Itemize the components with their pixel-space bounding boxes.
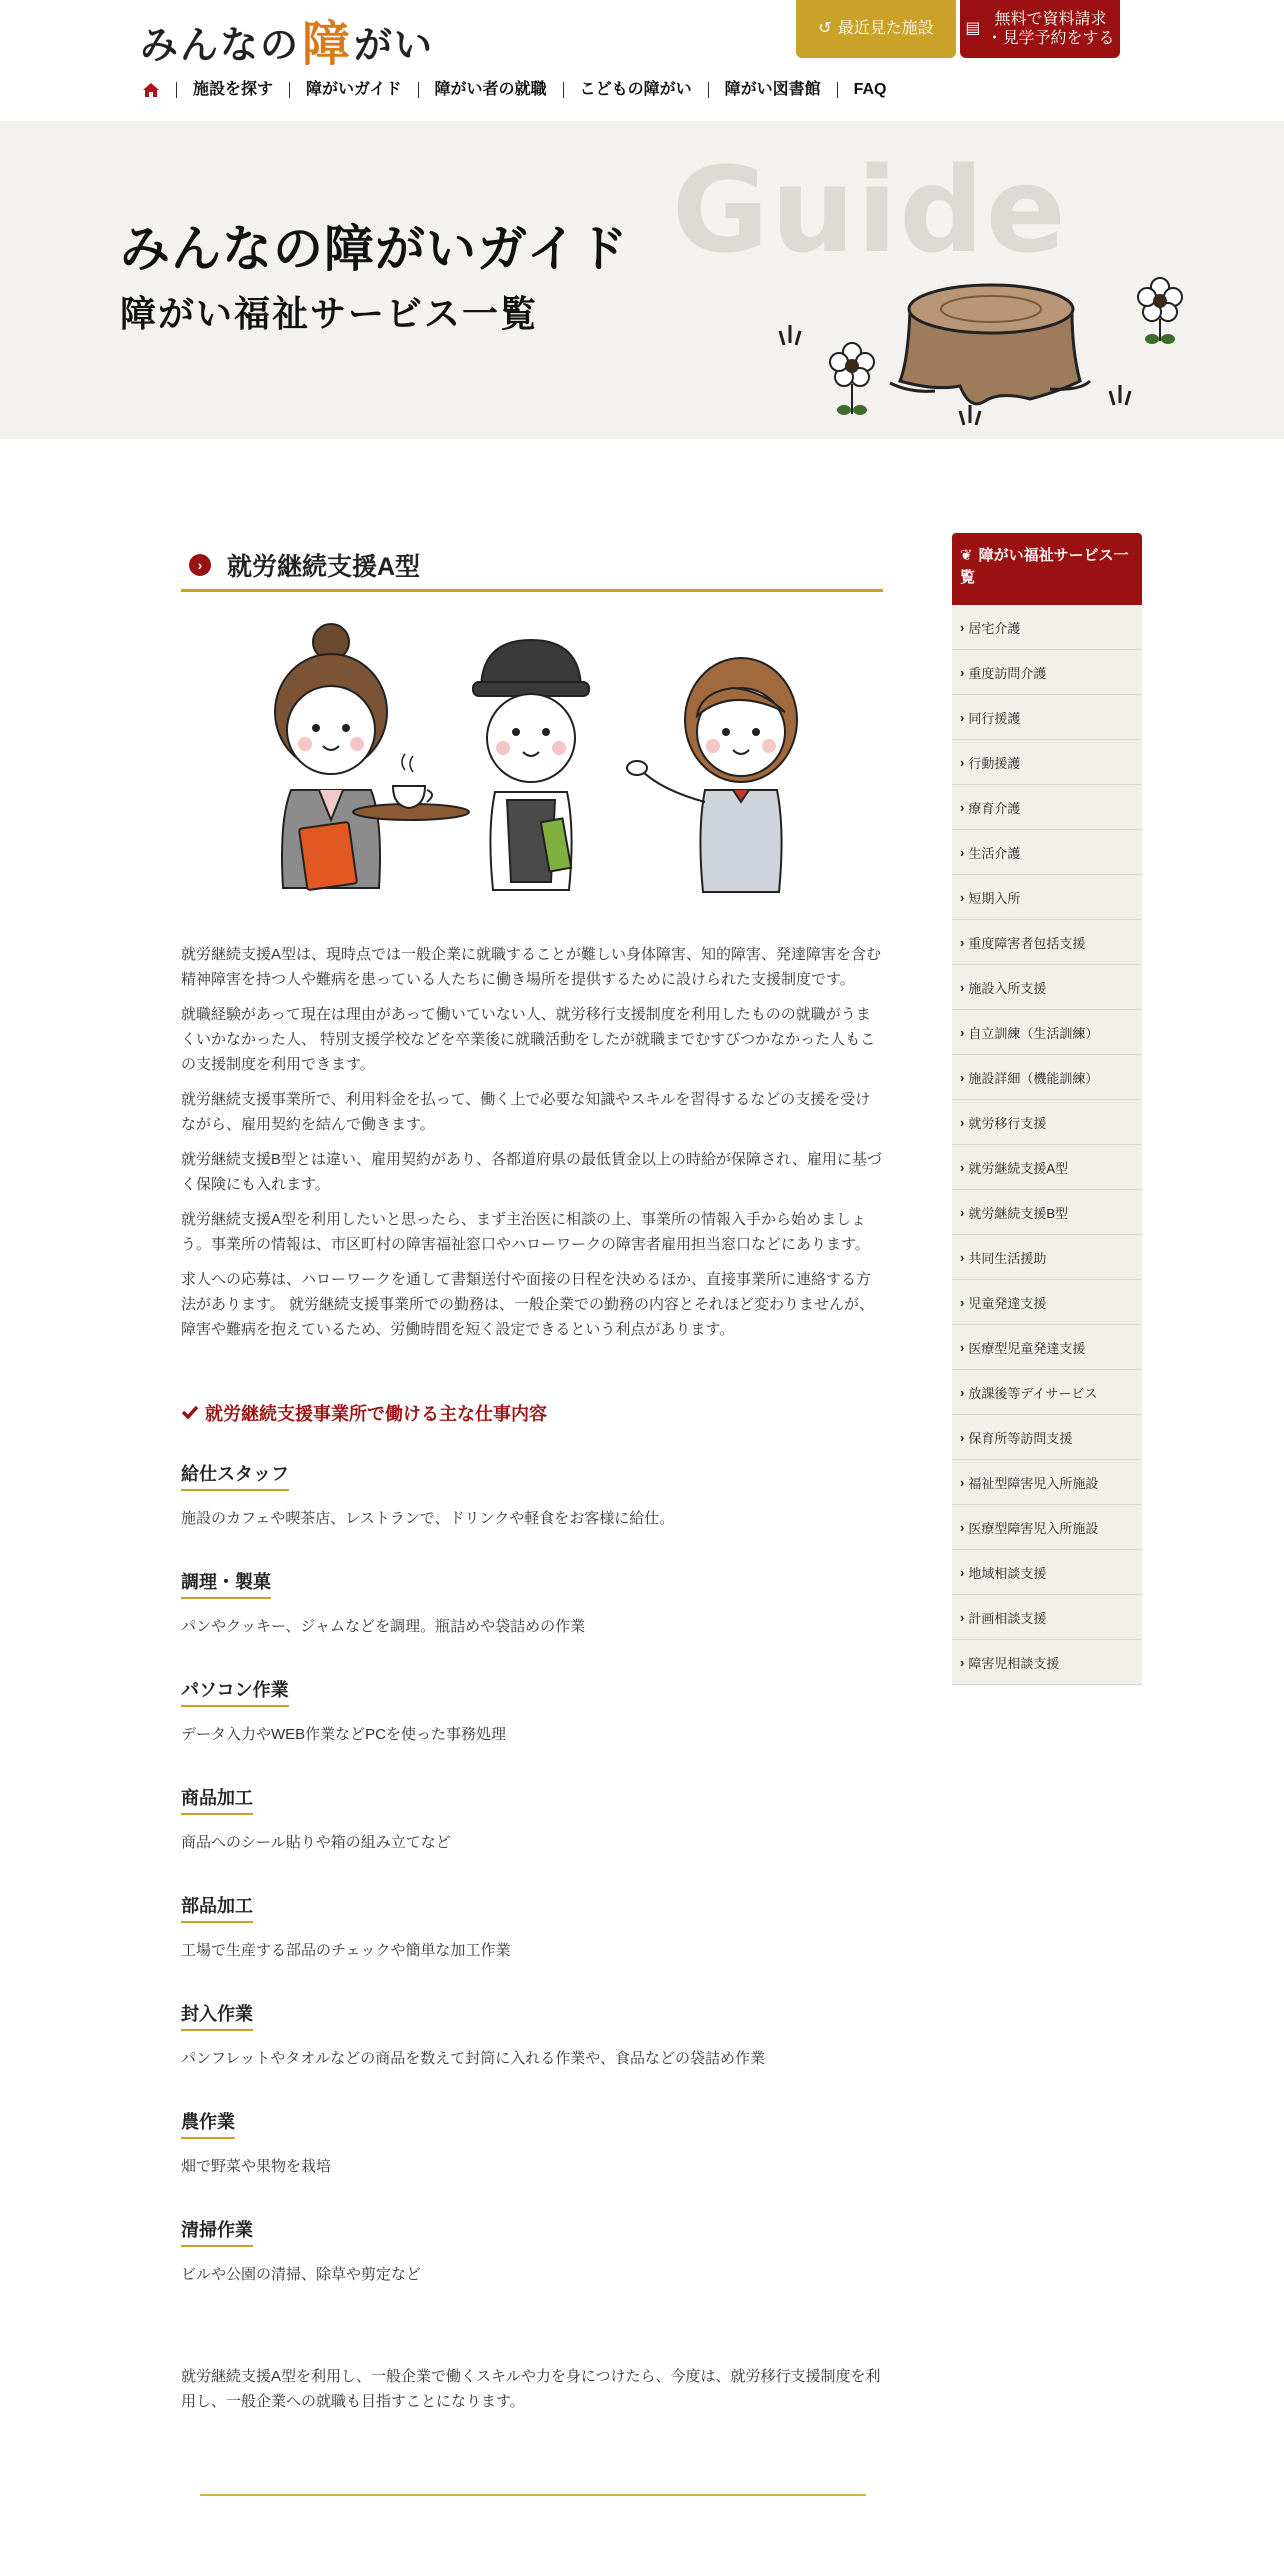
paragraph: 就労継続支援事業所で、利用料金を払って、働く上で必要な知識やスキルを習得するなどの支援を受けながら、雇用契約を結んで働きます。 xyxy=(181,1091,871,1133)
section-title: 就労継続支援A型 xyxy=(227,552,421,581)
sidebar-item[interactable] xyxy=(952,1460,1142,1505)
sidebar-item[interactable] xyxy=(952,875,1142,920)
chevron-right-icon: › xyxy=(960,1609,965,1625)
sidebar-item[interactable] xyxy=(952,695,1142,740)
sidebar-item-label: 就労継続支援A型 xyxy=(968,1160,1069,1176)
chevron-right-icon: › xyxy=(960,844,965,860)
chevron-right-icon: › xyxy=(960,709,965,725)
job-item xyxy=(181,1892,883,1960)
sidebar-item[interactable] xyxy=(952,1415,1142,1460)
chevron-right-icon: › xyxy=(960,1294,965,1310)
sidebar-item-label: 医療型障害児入所施設 xyxy=(968,1520,1099,1536)
site-header xyxy=(0,0,1284,120)
hero-bg-word: Guide xyxy=(672,141,1068,279)
sidebar-item-label: 施設入所支援 xyxy=(968,980,1047,996)
job-desc: 畑で野菜や果物を栽培 xyxy=(181,2158,332,2175)
logo-text-1: みんなの xyxy=(140,25,301,67)
sidebar-item-label: 重度訪問介護 xyxy=(968,665,1047,681)
sidebar-item-label: 放課後等デイサービス xyxy=(968,1385,1098,1401)
request-line-1: 無料で資料請求 xyxy=(994,10,1107,28)
sidebar-item[interactable] xyxy=(952,1280,1142,1325)
nav-find-facility[interactable]: 施設を探す xyxy=(176,82,289,98)
closing-paragraph: 就労継続支援A型を利用し、一般企業で働くスキルや力を身につけたら、今度は、就労移行支援制度を利用し、一般企業への就職も目指すことになります。 xyxy=(181,2368,881,2410)
sidebar-item[interactable] xyxy=(952,830,1142,875)
sidebar-item-label: 福祉型障害児入所施設 xyxy=(968,1475,1099,1491)
chevron-right-icon: › xyxy=(960,1519,965,1535)
sidebar-item-label: 生活介護 xyxy=(968,845,1021,861)
job-desc: パンフレットやタオルなどの商品を数えて封筒に入れる作業や、食品などの袋詰め作業 xyxy=(181,2050,765,2067)
job-title: パソコン作業 xyxy=(181,1676,289,1707)
request-line-2: ・見学予約をする xyxy=(986,30,1115,47)
sidebar-item-label: 保育所等訪問支援 xyxy=(968,1430,1073,1446)
nav-faq[interactable]: FAQ xyxy=(837,82,903,98)
job-item xyxy=(181,2000,883,2068)
chevron-right-icon: › xyxy=(960,754,965,770)
jobs-heading-text: 就労継続支援事業所で働ける主な仕事内容 xyxy=(205,1404,547,1424)
hero-title: みんなの障がいガイド xyxy=(120,221,629,277)
sidebar-item[interactable] xyxy=(952,1640,1142,1685)
sidebar-item[interactable] xyxy=(952,1325,1142,1370)
sidebar-item[interactable] xyxy=(952,1505,1142,1550)
nav-employment[interactable]: 障がい者の就職 xyxy=(418,82,563,98)
job-item xyxy=(181,1784,883,1852)
sidebar-item[interactable] xyxy=(952,740,1142,785)
paragraph: 就労継続支援A型は、現時点では一般企業に就職することが難しい身体障害、知的障害、発達障害を含む精神障害を持つ人や難病を患っている人たちに働き場所を提供するために設けられた支援制度です。 xyxy=(181,946,882,988)
hero-banner xyxy=(0,121,1284,439)
sidebar-heading-text: 障がい福祉サービス一覧 xyxy=(960,547,1129,586)
chevron-right-icon: › xyxy=(960,799,965,815)
job-desc: ビルや公園の清掃、除草や剪定など xyxy=(181,2266,422,2283)
job-item xyxy=(181,2216,883,2284)
paragraph: 就職経験があって現在は理由があって働いていない人、就労移行支援制度を利用したものの就職がうまくいかなかった人、 特別支援学校などを卒業後に就職活動をしたが就職までむすびつかなかった人もこの支援制度を利用できます。 xyxy=(181,1006,876,1073)
job-title: 商品加工 xyxy=(181,1784,253,1815)
history-icon: ↺ xyxy=(818,20,832,38)
chevron-right-icon: › xyxy=(960,1339,965,1355)
sidebar-heading xyxy=(952,533,1142,605)
sidebar-item[interactable] xyxy=(952,1235,1142,1280)
sidebar-item[interactable] xyxy=(952,650,1142,695)
sidebar-item[interactable] xyxy=(952,920,1142,965)
sidebar-item-label: 施設詳細（機能訓練） xyxy=(968,1070,1099,1086)
job-list xyxy=(181,1460,883,2284)
chevron-right-icon: › xyxy=(960,664,965,680)
sidebar-item-label: 児童発達支援 xyxy=(968,1295,1047,1311)
job-desc: 施設のカフェや喫茶店、レストランで、ドリンクや軽食をお客様に給仕。 xyxy=(181,1510,675,1527)
jobs-heading xyxy=(181,1400,883,1426)
chevron-right-icon: › xyxy=(960,619,965,635)
leaf-icon: ❦ xyxy=(960,547,973,564)
sidebar-item-label: 短期入所 xyxy=(968,890,1021,906)
sidebar-item-label: 重度障害者包括支援 xyxy=(968,935,1086,951)
sidebar-item[interactable] xyxy=(952,1190,1142,1235)
chevron-right-icon: › xyxy=(960,1384,965,1400)
main-content xyxy=(181,540,883,2414)
sidebar-item[interactable] xyxy=(952,785,1142,830)
job-title: 農作業 xyxy=(181,2108,235,2139)
sidebar-item-label: 療育介護 xyxy=(968,800,1021,816)
sidebar-item-label: 共同生活援助 xyxy=(968,1250,1047,1266)
hero-subtitle: 障がい福祉サービス一覧 xyxy=(120,293,539,334)
footer-divider xyxy=(200,2494,866,2496)
job-desc: データ入力やWEB作業などPCを使った事務処理 xyxy=(181,1726,507,1743)
sidebar-item[interactable] xyxy=(952,1370,1142,1415)
sidebar-item-label: 就労移行支援 xyxy=(968,1115,1047,1131)
sidebar-item[interactable] xyxy=(952,1550,1142,1595)
job-title: 調理・製菓 xyxy=(181,1568,271,1599)
sidebar-item[interactable] xyxy=(952,1145,1142,1190)
sidebar-service-list xyxy=(952,533,1142,1685)
sidebar-item[interactable] xyxy=(952,1010,1142,1055)
nav-children[interactable]: こどもの障がい xyxy=(563,82,708,98)
job-title: 給仕スタッフ xyxy=(181,1460,289,1491)
sidebar-item-label: 行動援護 xyxy=(968,755,1021,771)
document-icon: ▤ xyxy=(965,20,981,38)
job-title: 封入作業 xyxy=(181,2000,253,2031)
chevron-right-icon: › xyxy=(960,1069,965,1085)
chevron-right-icon: › xyxy=(960,1474,965,1490)
chevron-right-icon: › xyxy=(960,979,965,995)
job-desc: パンやクッキー、ジャムなどを調理。瓶詰めや袋詰めの作業 xyxy=(181,1618,586,1635)
logo-text-2: がい xyxy=(354,25,435,67)
sidebar-item[interactable] xyxy=(952,1055,1142,1100)
sidebar-item-label: 障害児相談支援 xyxy=(968,1655,1060,1671)
sidebar-item-label: 地域相談支援 xyxy=(968,1565,1047,1581)
sidebar-item-label: 同行援護 xyxy=(968,710,1021,726)
chevron-right-icon: › xyxy=(960,1564,965,1580)
sidebar-item-label: 医療型児童発達支援 xyxy=(968,1340,1086,1356)
intro-paragraphs xyxy=(181,942,883,1342)
job-item xyxy=(181,1568,883,1636)
sidebar-item[interactable] xyxy=(952,1100,1142,1145)
sidebar-item[interactable] xyxy=(952,605,1142,650)
job-desc: 工場で生産する部品のチェックや簡単な加工作業 xyxy=(181,1942,511,1959)
recent-label: 最近見た施設 xyxy=(837,20,934,38)
section-heading xyxy=(181,540,883,592)
stump-flowers-illustration xyxy=(760,241,1210,431)
nav-guide[interactable]: 障がいガイド xyxy=(289,82,418,98)
paragraph: 求人への応募は、ハローワークを通して書類送付や面接の日程を決めるほか、直接事業所に連絡する方法があります。 就労継続支援事業所での勤務は、一般企業での勤務の内容とそれほど変わりませんが、障害や難病を抱えているため、労働時間を短く設定できるという利点があります。 xyxy=(181,1271,874,1338)
paragraph: 就労継続支援A型を利用したいと思ったら、まず主治医に相談の上、事業所の情報入手から始めましょう。事業所の情報は、市区町村の障害福祉窓口やハローワークの障害者雇用担当窓口などにあります。 xyxy=(181,1211,870,1253)
job-desc: 商品へのシール貼りや箱の組み立てなど xyxy=(181,1834,451,1851)
chevron-circle-icon: › xyxy=(189,554,211,576)
chevron-right-icon: › xyxy=(960,1024,965,1040)
sidebar-item[interactable] xyxy=(952,1595,1142,1640)
global-nav xyxy=(140,82,902,98)
chevron-right-icon: › xyxy=(960,1429,965,1445)
sidebar-item[interactable] xyxy=(952,965,1142,1010)
chevron-right-icon: › xyxy=(960,1159,965,1175)
job-item xyxy=(181,2108,883,2176)
chevron-right-icon: › xyxy=(960,1204,965,1220)
home-icon[interactable] xyxy=(140,82,176,98)
request-materials-button[interactable] xyxy=(960,0,1120,58)
chevron-right-icon: › xyxy=(960,889,965,905)
chevron-right-icon: › xyxy=(960,1249,965,1265)
sidebar-item-label: 居宅介護 xyxy=(968,620,1021,636)
check-icon xyxy=(181,1403,199,1424)
recent-facilities-button[interactable] xyxy=(796,0,956,58)
job-item xyxy=(181,1460,883,1528)
job-title: 清掃作業 xyxy=(181,2216,253,2247)
sidebar-item-label: 計画相談支援 xyxy=(968,1610,1047,1626)
site-logo[interactable] xyxy=(140,14,434,69)
nav-library[interactable]: 障がい図書館 xyxy=(708,82,837,98)
chevron-right-icon: › xyxy=(960,1654,965,1670)
staff-illustration xyxy=(181,620,883,920)
logo-kanji: 障 xyxy=(302,18,353,71)
job-item xyxy=(181,1676,883,1744)
paragraph: 就労継続支援B型とは違い、雇用契約があり、各都道府県の最低賃金以上の時給が保障され、雇用に基づく保険にも入れます。 xyxy=(181,1151,882,1193)
sidebar-item-label: 就労継続支援B型 xyxy=(968,1205,1069,1221)
chevron-right-icon: › xyxy=(960,1114,965,1130)
chevron-right-icon: › xyxy=(960,934,965,950)
job-title: 部品加工 xyxy=(181,1892,253,1923)
sidebar-item-label: 自立訓練（生活訓練） xyxy=(968,1025,1099,1041)
request-label xyxy=(987,10,1115,48)
